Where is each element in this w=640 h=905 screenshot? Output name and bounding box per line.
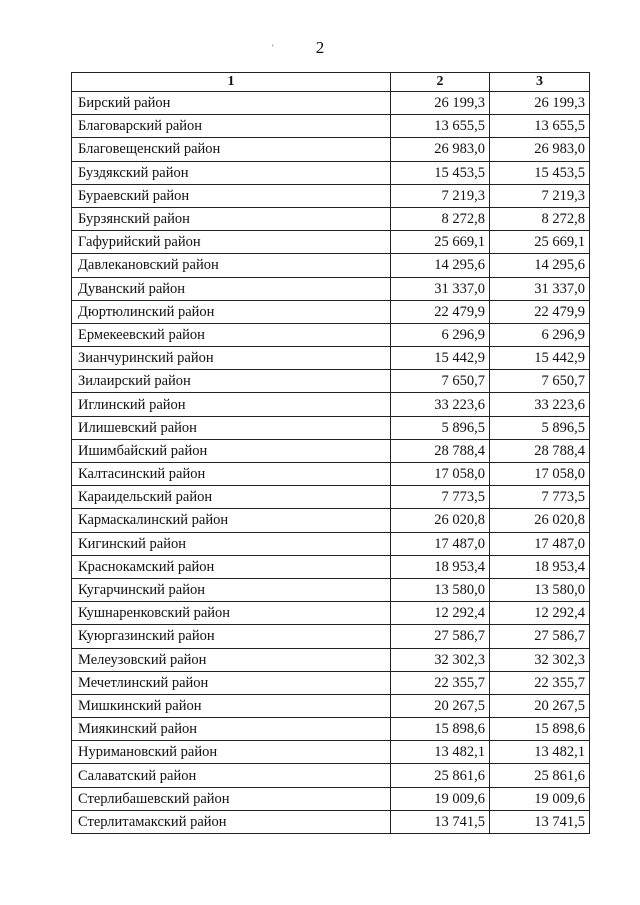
table-row	[72, 602, 590, 625]
value-col2-cell: 19 009,6	[391, 787, 490, 810]
district-name-cell: Зилаирский район	[72, 370, 391, 393]
value-col3-cell: 32 302,3	[490, 648, 590, 671]
value-col2-cell: 8 272,8	[391, 207, 490, 230]
value-col3-cell: 27 586,7	[490, 625, 590, 648]
table-row	[72, 555, 590, 578]
table-row	[72, 184, 590, 207]
district-name-cell: Кугарчинский район	[72, 578, 391, 601]
value-col2-cell: 15 898,6	[391, 718, 490, 741]
value-col3-cell: 26 020,8	[490, 509, 590, 532]
value-col2-cell: 13 655,5	[391, 115, 490, 138]
district-name-cell: Буздякский район	[72, 161, 391, 184]
district-name-cell: Дуванский район	[72, 277, 391, 300]
table-row	[72, 486, 590, 509]
table-row	[72, 439, 590, 462]
value-col2-cell: 17 487,0	[391, 532, 490, 555]
table-row	[72, 578, 590, 601]
value-col2-cell: 25 861,6	[391, 764, 490, 787]
value-col2-cell: 15 442,9	[391, 347, 490, 370]
value-col2-cell: 28 788,4	[391, 439, 490, 462]
table-row	[72, 416, 590, 439]
value-col3-cell: 18 953,4	[490, 555, 590, 578]
value-col2-cell: 12 292,4	[391, 602, 490, 625]
value-col2-cell: 22 355,7	[391, 671, 490, 694]
value-col2-cell: 7 773,5	[391, 486, 490, 509]
value-col2-cell: 7 650,7	[391, 370, 490, 393]
district-name-cell: Бурзянский район	[72, 207, 391, 230]
district-name-cell: Мелеузовский район	[72, 648, 391, 671]
value-col3-cell: 28 788,4	[490, 439, 590, 462]
table-row	[72, 254, 590, 277]
district-name-cell: Кармаскалинский район	[72, 509, 391, 532]
value-col2-cell: 20 267,5	[391, 694, 490, 717]
value-col2-cell: 22 479,9	[391, 300, 490, 323]
district-name-cell: Бирский район	[72, 92, 391, 115]
table-row	[72, 810, 590, 833]
table-row	[72, 370, 590, 393]
district-name-cell: Караидельский район	[72, 486, 391, 509]
district-name-cell: Мишкинский район	[72, 694, 391, 717]
column-header-3: 3	[490, 73, 590, 92]
district-name-cell: Благоварский район	[72, 115, 391, 138]
table-row	[72, 764, 590, 787]
value-col2-cell: 26 983,0	[391, 138, 490, 161]
district-name-cell: Калтасинский район	[72, 463, 391, 486]
district-name-cell: Кигинский район	[72, 532, 391, 555]
value-col2-cell: 26 020,8	[391, 509, 490, 532]
table-row	[72, 231, 590, 254]
district-name-cell: Иглинский район	[72, 393, 391, 416]
value-col2-cell: 17 058,0	[391, 463, 490, 486]
table-row	[72, 694, 590, 717]
table-row	[72, 138, 590, 161]
district-name-cell: Давлекановский район	[72, 254, 391, 277]
value-col2-cell: 13 482,1	[391, 741, 490, 764]
value-col3-cell: 6 296,9	[490, 323, 590, 346]
district-name-cell: Мечетлинский район	[72, 671, 391, 694]
value-col3-cell: 20 267,5	[490, 694, 590, 717]
value-col2-cell: 33 223,6	[391, 393, 490, 416]
value-col2-cell: 13 741,5	[391, 810, 490, 833]
value-col2-cell: 5 896,5	[391, 416, 490, 439]
table-row	[72, 718, 590, 741]
value-col2-cell: 26 199,3	[391, 92, 490, 115]
value-col2-cell: 27 586,7	[391, 625, 490, 648]
value-col2-cell: 31 337,0	[391, 277, 490, 300]
value-col3-cell: 17 487,0	[490, 532, 590, 555]
district-name-cell: Нуримановский район	[72, 741, 391, 764]
value-col3-cell: 13 655,5	[490, 115, 590, 138]
value-col3-cell: 14 295,6	[490, 254, 590, 277]
district-table	[71, 72, 590, 834]
district-name-cell: Стерлибашевский район	[72, 787, 391, 810]
table-row	[72, 532, 590, 555]
table-row	[72, 463, 590, 486]
district-name-cell: Краснокамский район	[72, 555, 391, 578]
table-row	[72, 115, 590, 138]
value-col3-cell: 33 223,6	[490, 393, 590, 416]
value-col3-cell: 22 355,7	[490, 671, 590, 694]
table-row	[72, 741, 590, 764]
value-col2-cell: 25 669,1	[391, 231, 490, 254]
value-col3-cell: 15 898,6	[490, 718, 590, 741]
district-name-cell: Кушнаренковский район	[72, 602, 391, 625]
table-row	[72, 671, 590, 694]
value-col2-cell: 32 302,3	[391, 648, 490, 671]
table-body	[72, 92, 590, 834]
table-row	[72, 323, 590, 346]
table-row	[72, 277, 590, 300]
district-name-cell: Бураевский район	[72, 184, 391, 207]
value-col3-cell: 13 482,1	[490, 741, 590, 764]
table-row	[72, 625, 590, 648]
table-row	[72, 393, 590, 416]
value-col2-cell: 15 453,5	[391, 161, 490, 184]
table-row	[72, 787, 590, 810]
table-header-row	[72, 73, 590, 92]
district-name-cell: Благовещенский район	[72, 138, 391, 161]
value-col3-cell: 19 009,6	[490, 787, 590, 810]
table-row	[72, 509, 590, 532]
value-col2-cell: 7 219,3	[391, 184, 490, 207]
value-col2-cell: 6 296,9	[391, 323, 490, 346]
value-col3-cell: 5 896,5	[490, 416, 590, 439]
value-col2-cell: 18 953,4	[391, 555, 490, 578]
district-name-cell: Илишевский район	[72, 416, 391, 439]
value-col3-cell: 7 650,7	[490, 370, 590, 393]
value-col3-cell: 15 442,9	[490, 347, 590, 370]
district-name-cell: Ишимбайский район	[72, 439, 391, 462]
column-header-1: 1	[72, 73, 391, 92]
value-col3-cell: 12 292,4	[490, 602, 590, 625]
table-row	[72, 347, 590, 370]
value-col3-cell: 26 983,0	[490, 138, 590, 161]
table-row	[72, 300, 590, 323]
table-row	[72, 207, 590, 230]
value-col3-cell: 7 773,5	[490, 486, 590, 509]
value-col3-cell: 26 199,3	[490, 92, 590, 115]
district-name-cell: Куюргазинский район	[72, 625, 391, 648]
value-col3-cell: 15 453,5	[490, 161, 590, 184]
value-col3-cell: 25 861,6	[490, 764, 590, 787]
district-name-cell: Миякинский район	[72, 718, 391, 741]
value-col3-cell: 25 669,1	[490, 231, 590, 254]
value-col2-cell: 14 295,6	[391, 254, 490, 277]
value-col3-cell: 8 272,8	[490, 207, 590, 230]
value-col2-cell: 13 580,0	[391, 578, 490, 601]
district-name-cell: Зианчуринский район	[72, 347, 391, 370]
value-col3-cell: 17 058,0	[490, 463, 590, 486]
scan-mark: '	[272, 43, 274, 53]
district-name-cell: Гафурийский район	[72, 231, 391, 254]
value-col3-cell: 7 219,3	[490, 184, 590, 207]
value-col3-cell: 31 337,0	[490, 277, 590, 300]
value-col3-cell: 13 580,0	[490, 578, 590, 601]
district-name-cell: Салаватский район	[72, 764, 391, 787]
table-row	[72, 92, 590, 115]
page-number: 2	[315, 38, 325, 57]
value-col3-cell: 22 479,9	[490, 300, 590, 323]
district-name-cell: Ермекеевский район	[72, 323, 391, 346]
table-row	[72, 648, 590, 671]
district-name-cell: Стерлитамакский район	[72, 810, 391, 833]
column-header-2: 2	[391, 73, 490, 92]
value-col3-cell: 13 741,5	[490, 810, 590, 833]
district-name-cell: Дюртюлинский район	[72, 300, 391, 323]
table-row	[72, 161, 590, 184]
